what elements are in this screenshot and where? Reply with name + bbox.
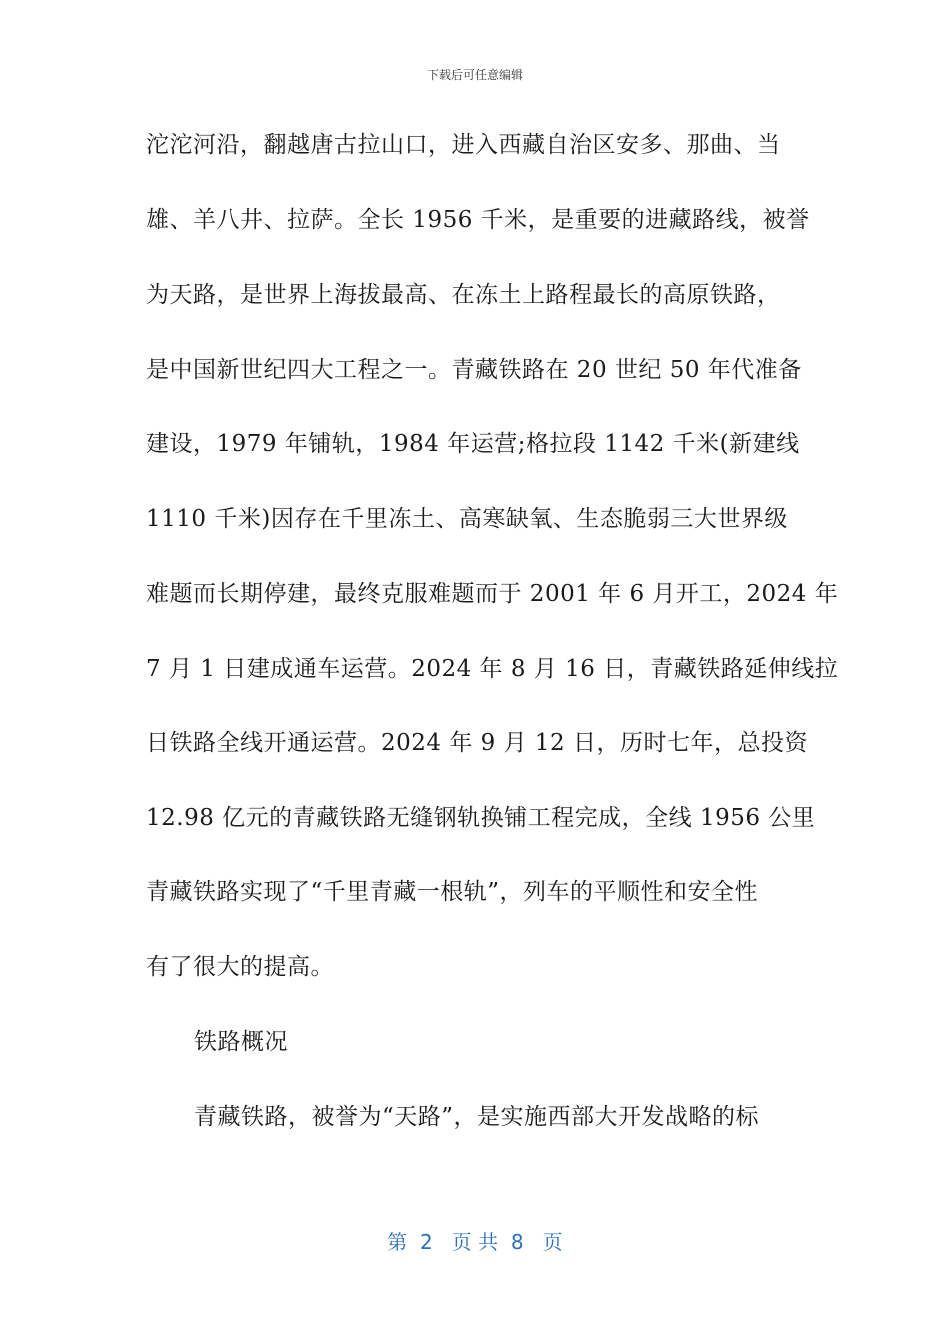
paragraph-line: 1110 千米)因存在千里冻土、高寒缺氧、生态脆弱三大世界级 [146,506,788,532]
paragraph-line: 是中国新世纪四大工程之一。青藏铁路在 20 世纪 50 年代准备 [146,357,802,383]
paragraph-line: 12.98 亿元的青藏铁路无缝钢轨换铺工程完成，全线 1956 公里 [146,805,816,831]
paragraph-line: 雄、羊八井、拉萨。全长 1956 千米，是重要的进藏路线，被誉 [146,207,810,233]
page-header-note: 下载后可任意编辑 [426,68,523,82]
paragraph-line: 青藏铁路实现了“千里青藏一根轨”，列车的平顺性和安全性 [146,879,759,905]
page-number-footer: 第 2 页 共 8 页 [387,1230,563,1254]
paragraph-line: 难题而长期停建，最终克服难题而于 2001 年 6 月开工，2024 年 [146,581,839,607]
paragraph-line: 建设，1979 年铺轨，1984 年运营;格拉段 1142 千米(新建线 [146,431,800,457]
paragraph-line: 沱沱河沿，翻越唐古拉山口，进入西藏自治区安多、那曲、当 [146,132,781,158]
section-paragraph-line: 青藏铁路，被誉为“天路”，是实施西部大开发战略的标 [194,1104,760,1130]
paragraph-line: 为天路，是世界上海拔最高、在冻土上路程最长的高原铁路， [146,282,781,308]
section-heading: 铁路概况 [194,1029,288,1055]
paragraph-line: 日铁路全线开通运营。2024 年 9 月 12 日，历时七年，总投资 [146,730,808,756]
paragraph-line: 7 月 1 日建成通车运营。2024 年 8 月 16 日，青藏铁路延伸线拉 [146,656,839,682]
paragraph-line: 有了很大的提高。 [146,954,334,980]
